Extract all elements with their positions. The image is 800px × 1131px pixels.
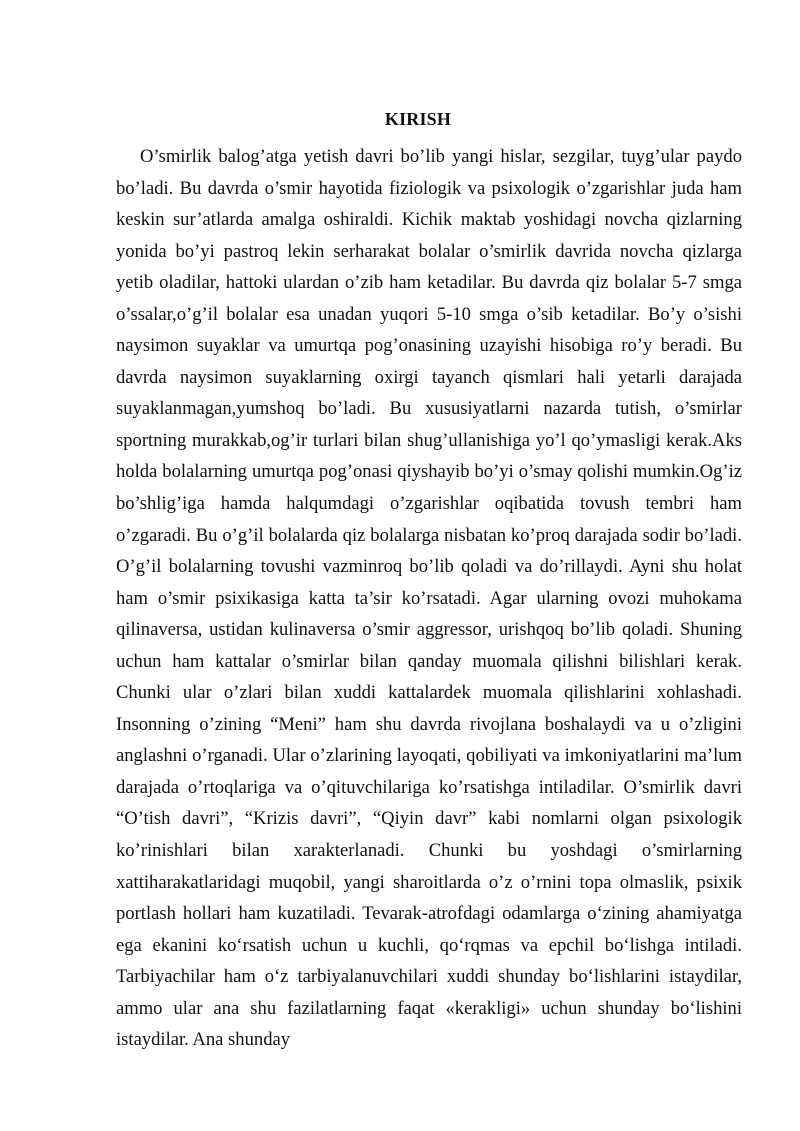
body-paragraph: O’smirlik balog’atga yetish davri bo’lib yangi hislar, sezgilar, tuyg’ular paydo bo’ladi. Bu davrda o’smir hayotida fiziologik va psixologik o’zgarishlar juda ham keskin sur’atlarda amalga oshiraldi. Kichik maktab yoshidagi novcha qizlarning yonida bo’yi pastroq lekin serharakat bolalar o’smirlik davrida novcha qizlarga yetib oladilar, hattoki ulardan o’zib ham ketadilar. Bu davrda qiz bolalar 5-7 smga o’ssalar,o’g’il bolalar esa unadan yuqori 5-10 smga o’sib ketadilar. Bo’y o’sishi naysimon suyaklar va umurtqa pog’onasining uzayishi hisobiga ro’y beradi. Bu davrda naysimon suyaklarning oxirgi tayanch qismlari hali yetarli darajada suyaklanmagan,yumshoq bo’ladi. Bu xususiyatlarni nazarda tutish, o’smirlar sportning murakkab,og’ir turlari bilan shug’ullanishiga yo’l qo’ymasligi kerak.Aks holda bolalarning umurtqa pog’onasi qiyshayib bo’yi o’smay qolishi mumkin.Og’iz bo’shlig’iga hamda halqumdagi o’zgarishlar oqibatida tovush tembri ham o’zgaradi. Bu o’g’il bolalarda qiz bolalarga nisbatan ko’proq darajada sodir bo’ladi. O’g’il bolalarning tovushi vazminroq bo’lib qoladi va do’rillaydi. Ayni shu holat ham o’smir psixikasiga katta ta’sir ko’rsatadi. Agar ularning ovozi muhokama qilinaversa, ustidan kulinaversa o’smir aggressor, urishqoq bo’lib qoladi. Shuning uchun ham kattalar o’smirlar bilan qanday muomala qilishni bilishlari kerak. Chunki ular o’zlari bilan xuddi kattalardek muomala qilishlarini xohlashadi. Insonning o’zining “Meni” ham shu davrda rivojlana boshalaydi va u o’zligini anglashni o’rganadi. Ular o’zlarining layoqati, qobiliyati va imkoniyatlarini ma’lum darajada o’rtoqlariga va o’qituvchilariga ko’rsatishga intiladilar. O’smirlik davri “O’tish davri”, “Krizis davri”, “Qiyin davr” kabi nomlarni olgan psixologik ko’rinishlari bilan xarakterlanadi. Chunki bu yoshdagi o’smirlarning xattiharakatlaridagi muqobil, yangi sharoitlarda o’z o’rnini topa olmaslik, psixik portlash hollari ham kuzatiladi. Tevarak-atrofdagi odamlarga o‘zining ahamiyatga ega ekanini ko‘rsatish uchun u kuchli, qo‘rqmas va epchil bo‘lishga intiladi. Tarbiyachilar ham o‘z tarbiyalanuvchilari xuddi shunday bo‘lishlarini istaydilar, ammo ular ana shu fazilatlarning faqat «kerakligi» uchun shunday bo‘lishini istaydilar. Ana shunday [116, 146, 742, 1051]
section-heading: KIRISH [384, 109, 452, 129]
